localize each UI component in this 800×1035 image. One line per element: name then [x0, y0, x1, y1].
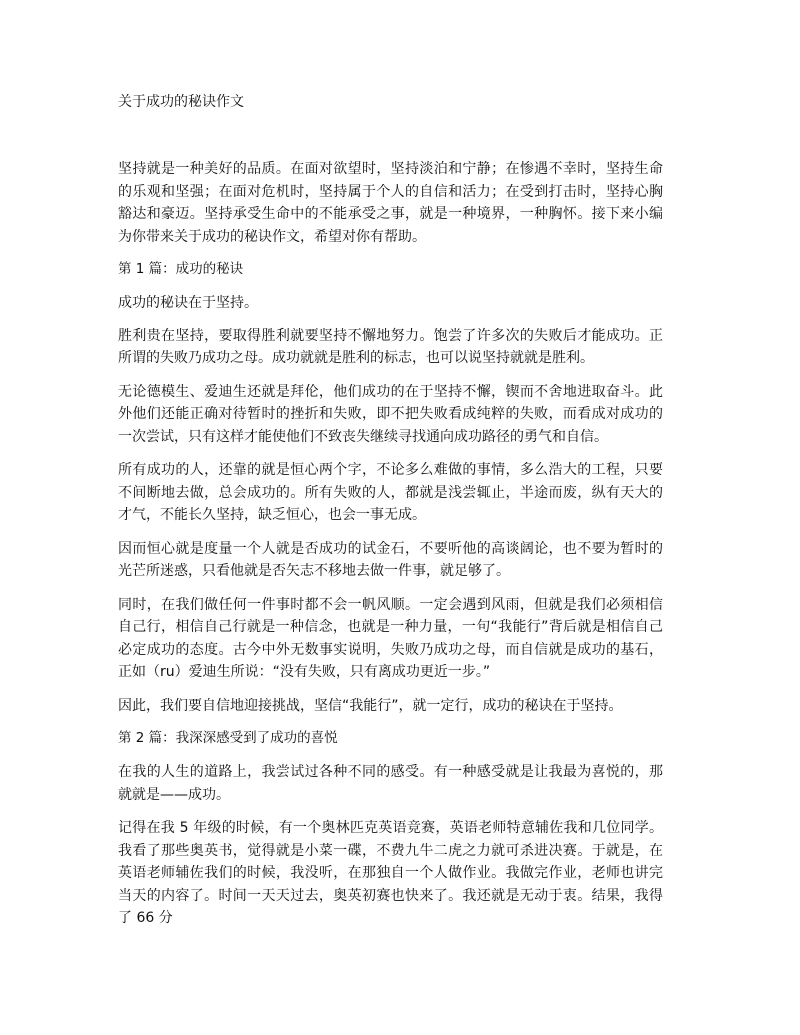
section-1-paragraph: 胜利贵在坚持，要取得胜利就要坚持不懈地努力。饱尝了许多次的失败后才能成功。正所谓的失败乃成功之母。成功就就是胜利的标志，也可以说坚持就就是胜利。: [118, 327, 663, 366]
section-1-paragraph: 因此，我们要自信地迎接挑战，坚信“我能行”，就一定行，成功的秘诀在于坚持。: [118, 697, 623, 714]
document-body: [118, 158, 663, 941]
section-heading-2: 第 2 篇：我深深感受到了成功的喜悦: [118, 730, 338, 746]
document-title: 关于成功的秘诀作文: [118, 94, 244, 110]
section-1-paragraph: 成功的秘诀在于坚持。: [118, 295, 258, 311]
section-1-paragraph: 因而恒心就是度量一个人就是否成功的试金石，不要听他的高谈阔论，也不要为暂时的光芒所迷惑，只看他就是否矢志不移地去做一件事，就足够了。: [118, 540, 663, 579]
section-1-paragraph: 同时，在我们做任何一件事时都不会一帆风顺。一定会遇到风雨，但就是我们必须相信自己行，相信自己行就是一种信念，也就是一种力量，一句“我能行”背后就是相信自己必定成功的态度。古今中外无数事实说明，失败乃成功之母，而自信就是成功的基石，正如（ru）爱迪生所说：“没有失败，只有离成功更近一步。”: [118, 596, 663, 680]
section-1-paragraph: 无论德模生、爱迪生还就是拜伦，他们成功的在于坚持不懈，锲而不舍地进取奋斗。此外他们还能正确对待暂时的挫折和失败，即不把失败看成纯粹的失败，而看成对成功的一次尝试，只有这样才能使他们不致丧失继续寻找通向成功路径的勇气和自信。: [118, 383, 663, 445]
section-heading-1: 第 1 篇：成功的秘诀: [118, 261, 244, 277]
section-2-paragraph: 记得在我 5 年级的时候，有一个奥林匹克英语竞赛，英语老师特意辅佐我和几位同学。我看了那些奥英书，觉得就是小菜一碟，不费九牛二虎之力就可杀进决赛。于就是，在英语老师辅佐我们的时候，我没听，在那独自一个人做作业。我做完作业，老师也讲完当天的内容了。时间一天天过去，奥英初赛也快来了。我还就是无动于衷。结果，我得了 66 分: [118, 820, 663, 926]
section-1-paragraph: 所有成功的人，还靠的就是恒心两个字，不论多么难做的事情，多么浩大的工程，只要不间断地去做，总会成功的。所有失败的人，都就是浅尝辄止，半途而废，纵有天大的才气，不能长久坚持，缺乏恒心，也会一事无成。: [118, 462, 663, 523]
intro-paragraph: 坚持就是一种美好的品质。在面对欲望时，坚持淡泊和宁静；在惨遇不幸时，坚持生命的乐观和坚强；在面对危机时，坚持属于个人的自信和活力；在受到打击时，坚持心胸豁达和豪迈。坚持承受生命中的不能承受之事，就是一种境界，一种胸怀。接下来小编为你带来关于成功的秘诀作文，希望对你有帮助。: [118, 161, 663, 245]
section-2-paragraph: 在我的人生的道路上，我尝试过各种不同的感受。有一种感受就是让我最为喜悦的，那就就是——成功。: [118, 764, 663, 803]
